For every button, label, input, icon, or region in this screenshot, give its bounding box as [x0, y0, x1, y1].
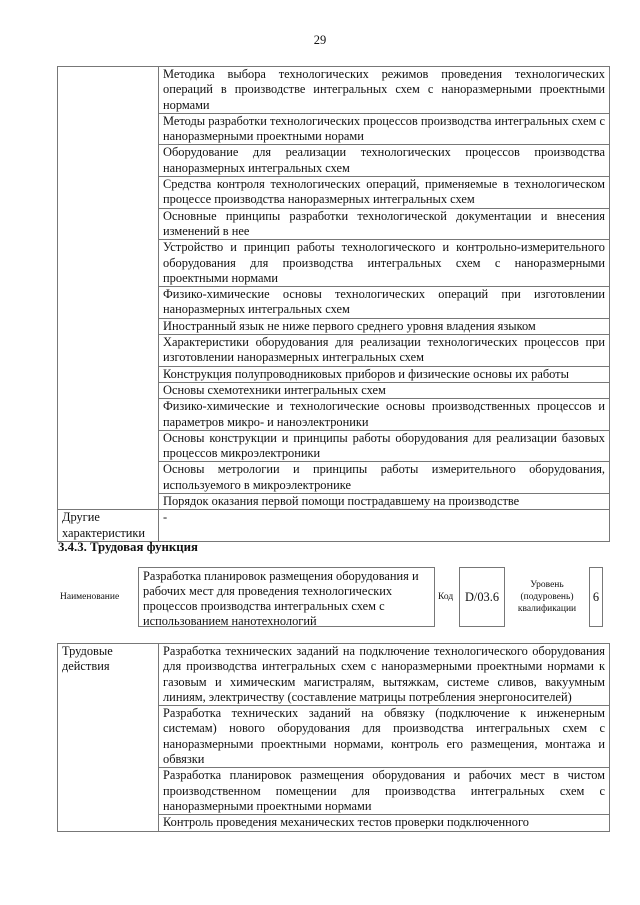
section-title: 3.4.3. Трудовая функция — [58, 540, 198, 554]
table-row — [58, 67, 610, 114]
qualification-level: 6 — [589, 567, 603, 627]
row-text: Основы метрологии и принципы работы измерительного оборудования, используемого в микроэлектронике — [159, 462, 610, 494]
row-text: Оборудование для реализации технологических процессов производства наноразмерных интегральных схем — [159, 145, 610, 177]
knowledge-table — [57, 66, 610, 542]
row-text: Основы схемотехники интегральных схем — [159, 382, 610, 398]
row-text: Методика выбора технологических режимов проведения технологических операций в производстве интегральных схем с наноразмерными проектными нормами — [159, 67, 610, 114]
row-text: Контроль проведения механических тестов проверки подключенного — [159, 815, 610, 831]
row-text: - — [159, 510, 610, 542]
function-code: D/03.6 — [459, 567, 505, 627]
row-text: Разработка планировок размещения оборудования и рабочих мест в чистом производственном помещении для производства интегральных схем с наноразмерными проектными нормами — [159, 768, 610, 815]
row-text: Устройство и принцип работы технологического и контрольно-измерительного оборудования для производства интегральных схем с наноразмерными проектными нормами — [159, 240, 610, 287]
table-row — [58, 510, 610, 542]
name-label: Наименование — [60, 592, 120, 602]
row-text: Физико-химические и технологические основы производственных процессов и параметров микро- и наноэлектроники — [159, 399, 610, 431]
row-label — [58, 67, 159, 510]
row-text: Разработка технических заданий на подключение технологического оборудования для производства интегральных схем с наноразмерными проектными нормами к газовым и химическим магистралям, вытяжкам, системе сливов, вакуумным линиям, электричеству (составление матрицы потребления энергоносителей) — [159, 644, 610, 706]
row-label: Трудовые действия — [58, 644, 159, 832]
level-label: Уровень (подуровень) квалификации — [517, 580, 577, 614]
row-text: Характеристики оборудования для реализации технологических процессов при изготовлении наноразмерных интегральных схем — [159, 335, 610, 367]
row-text: Средства контроля технологических операций, применяемые в технологическом процессе производства наноразмерных интегральных схем — [159, 177, 610, 209]
labor-actions-table — [57, 643, 610, 832]
function-name: Разработка планировок размещения оборудования и рабочих мест для проведения технологических процессов производства интегральных схем с использованием нанотехнологий — [138, 567, 435, 627]
table-row — [58, 644, 610, 706]
row-text: Конструкция полупроводниковых приборов и физические основы их работы — [159, 366, 610, 382]
row-text: Иностранный язык не ниже первого среднего уровня владения языком — [159, 318, 610, 334]
page-bottom — [0, 871, 640, 905]
row-label: Другие характеристики — [58, 510, 159, 542]
row-text: Основные принципы разработки технологической документации и внесения изменений в нее — [159, 208, 610, 240]
row-text: Физико-химические основы технологических операций при изготовлении наноразмерных интегральных схем — [159, 287, 610, 319]
row-text: Основы конструкции и принципы работы оборудования для реализации базовых процессов микроэлектроники — [159, 430, 610, 462]
row-text: Порядок оказания первой помощи пострадавшему на производстве — [159, 494, 610, 510]
row-text: Разработка технических заданий на обвязку (подключение к инженерным системам) нового оборудования для производства интегральных схем с наноразмерными проектными нормами, контроль его размещения, монтажа и обвязки — [159, 706, 610, 768]
page-number: 29 — [313, 33, 327, 47]
row-text: Методы разработки технологических процессов производства интегральных схем с наноразмерными проектными норами — [159, 113, 610, 145]
code-label: Код — [438, 592, 454, 602]
